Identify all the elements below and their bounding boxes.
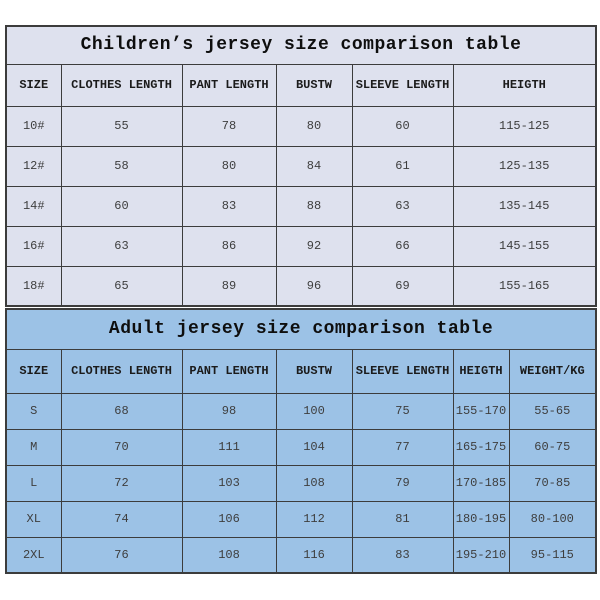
table-cell: 77: [352, 429, 453, 465]
table-row: [6, 146, 596, 186]
column-header-pant-length: PANT LENGTH: [182, 64, 276, 106]
table-cell: 58: [61, 146, 182, 186]
table-cell: 125-135: [453, 146, 596, 186]
table-cell: 60: [61, 186, 182, 226]
table-cell: 69: [352, 266, 453, 306]
table-cell: 70: [61, 429, 182, 465]
children-size-table: [5, 25, 597, 307]
column-header-pant-length: PANT LENGTH: [182, 349, 276, 393]
table-cell: 92: [276, 226, 352, 266]
table-cell: 70-85: [509, 465, 596, 501]
table-cell: 195-210: [453, 537, 509, 573]
table-cell: 72: [61, 465, 182, 501]
table-cell: 80-100: [509, 501, 596, 537]
column-header-clothes-length: CLOTHES LENGTH: [61, 64, 182, 106]
table-cell: M: [6, 429, 61, 465]
column-header-bust: BUSTW: [276, 349, 352, 393]
table-cell: 98: [182, 393, 276, 429]
adult-table-title: Adult jersey size comparison table: [6, 309, 596, 349]
table-cell: 2XL: [6, 537, 61, 573]
table-row: [6, 186, 596, 226]
table-cell: 81: [352, 501, 453, 537]
column-header-clothes-length: CLOTHES LENGTH: [61, 349, 182, 393]
column-header-size: SIZE: [6, 349, 61, 393]
adult-header-row: [6, 349, 596, 393]
column-header-height: HEIGTH: [453, 64, 596, 106]
table-cell: 104: [276, 429, 352, 465]
column-header-height: HEIGTH: [453, 349, 509, 393]
table-cell: 18#: [6, 266, 61, 306]
table-cell: 63: [61, 226, 182, 266]
table-cell: 108: [182, 537, 276, 573]
table-cell: 103: [182, 465, 276, 501]
table-cell: 83: [352, 537, 453, 573]
table-cell: 79: [352, 465, 453, 501]
table-cell: 89: [182, 266, 276, 306]
table-cell: 145-155: [453, 226, 596, 266]
adult-size-table: [5, 308, 597, 574]
table-cell: 55-65: [509, 393, 596, 429]
table-cell: 66: [352, 226, 453, 266]
table-row: [6, 429, 596, 465]
table-cell: 84: [276, 146, 352, 186]
table-cell: 135-145: [453, 186, 596, 226]
table-cell: 106: [182, 501, 276, 537]
table-row: [6, 501, 596, 537]
table-cell: 86: [182, 226, 276, 266]
children-title-row: [6, 26, 596, 64]
table-cell: 115-125: [453, 106, 596, 146]
table-cell: 16#: [6, 226, 61, 266]
table-cell: 108: [276, 465, 352, 501]
table-cell: 165-175: [453, 429, 509, 465]
table-cell: 78: [182, 106, 276, 146]
table-cell: 155-165: [453, 266, 596, 306]
table-cell: S: [6, 393, 61, 429]
table-cell: 63: [352, 186, 453, 226]
table-cell: 12#: [6, 146, 61, 186]
children-header-row: [6, 64, 596, 106]
table-cell: 75: [352, 393, 453, 429]
table-cell: 112: [276, 501, 352, 537]
table-cell: 10#: [6, 106, 61, 146]
column-header-bust: BUSTW: [276, 64, 352, 106]
table-row: [6, 106, 596, 146]
table-row: [6, 226, 596, 266]
table-cell: 80: [182, 146, 276, 186]
table-cell: 60: [352, 106, 453, 146]
adult-title-row: [6, 309, 596, 349]
table-row: [6, 393, 596, 429]
table-row: [6, 537, 596, 573]
table-cell: 74: [61, 501, 182, 537]
column-header-size: SIZE: [6, 64, 61, 106]
table-cell: 80: [276, 106, 352, 146]
table-cell: 180-195: [453, 501, 509, 537]
column-header-sleeve-length: SLEEVE LENGTH: [352, 349, 453, 393]
table-cell: 88: [276, 186, 352, 226]
table-cell: 83: [182, 186, 276, 226]
table-cell: 76: [61, 537, 182, 573]
table-cell: 65: [61, 266, 182, 306]
table-cell: 96: [276, 266, 352, 306]
table-cell: 68: [61, 393, 182, 429]
table-cell: 100: [276, 393, 352, 429]
children-table-title: Children’s jersey size comparison table: [6, 26, 596, 64]
table-cell: 170-185: [453, 465, 509, 501]
table-row: [6, 266, 596, 306]
table-cell: 116: [276, 537, 352, 573]
column-header-sleeve-length: SLEEVE LENGTH: [352, 64, 453, 106]
table-cell: L: [6, 465, 61, 501]
table-cell: 61: [352, 146, 453, 186]
table-cell: 60-75: [509, 429, 596, 465]
table-cell: XL: [6, 501, 61, 537]
table-cell: 55: [61, 106, 182, 146]
table-cell: 14#: [6, 186, 61, 226]
table-cell: 111: [182, 429, 276, 465]
column-header-weight: WEIGHT/KG: [509, 349, 596, 393]
table-cell: 155-170: [453, 393, 509, 429]
table-cell: 95-115: [509, 537, 596, 573]
table-row: [6, 465, 596, 501]
